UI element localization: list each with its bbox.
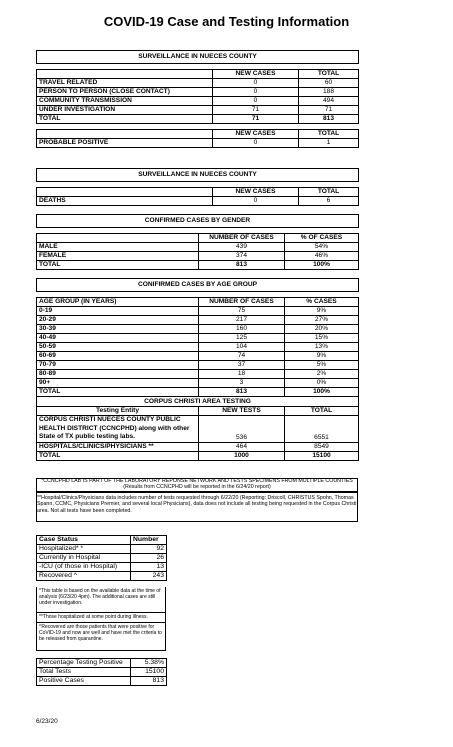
number-value: 243 — [131, 572, 167, 581]
age-table — [36, 278, 359, 461]
row-label: Percentage Testing Positive — [37, 659, 131, 668]
empty-cell — [37, 234, 199, 243]
row-label: 70-79 — [37, 361, 199, 370]
case-status-table — [36, 535, 167, 581]
surveillance-header: SURVEILLANCE IN NUECES COUNTY — [37, 169, 359, 182]
percent-value: 0% — [285, 379, 359, 388]
number-value: 813 — [199, 261, 285, 270]
table-row — [37, 106, 359, 115]
table-row — [37, 379, 359, 388]
table-row — [37, 352, 359, 361]
row-label: TOTAL — [37, 115, 213, 124]
new-tests-value: 464 — [199, 443, 285, 452]
total-value: 15100 — [285, 452, 359, 461]
testing-header: CORPUS CHRISTI AREA TESTING — [37, 397, 359, 407]
number-value: 374 — [199, 252, 285, 261]
total-value: 188 — [299, 88, 359, 97]
table-row — [37, 88, 359, 97]
number-value: 74 — [199, 352, 285, 361]
number-value: 37 — [199, 361, 285, 370]
new-cases-value: 0 — [213, 79, 299, 88]
new-cases-value: 0 — [213, 197, 299, 206]
col-header-number: NUMBER OF CASES — [199, 234, 285, 243]
percent-value: 9% — [285, 352, 359, 361]
row-label: -ICU (of those in Hospital) — [37, 563, 131, 572]
percent-value: 20% — [285, 325, 359, 334]
age-header: CONIFIRMED CASES BY AGE GROUP — [37, 279, 359, 292]
percent-value: 13% — [285, 343, 359, 352]
table-row — [37, 343, 359, 352]
recovered-note: ^Recovered are those patients that were positive for CoVID-19 and now are well and have met the criteria to be released from quarantine. — [36, 623, 166, 651]
deaths-row — [37, 197, 359, 206]
ccncphd-label-line: CORPUS CHRISTI NUECES COUNTY PUBLIC — [39, 416, 181, 423]
lab-note — [37, 478, 357, 491]
ccncphd-row — [37, 416, 359, 443]
row-label: 90+ — [37, 379, 199, 388]
percent-value: 54% — [285, 243, 359, 252]
table-row — [37, 97, 359, 106]
col-header-age-group: AGE GROUP (IN YEARS) — [37, 298, 199, 307]
row-label: Currently in Hospital — [37, 554, 131, 563]
row-label: COMMUNITY TRANSMISSION — [37, 97, 213, 106]
number-value: 18 — [199, 370, 285, 379]
table-row — [37, 243, 359, 252]
status-note: *This table is based on the available data at the time of analysis (6/23/20 4pm). The additional cases are still under investigation. — [36, 587, 166, 613]
number-value: 3 — [199, 379, 285, 388]
percent-value: 46% — [285, 252, 359, 261]
total-row — [37, 388, 359, 397]
gender-table — [36, 214, 359, 270]
row-label: Hospitalized* * — [37, 545, 131, 554]
number-value: 813 — [199, 388, 285, 397]
col-header-new-cases: NEW CASES — [213, 70, 299, 79]
table-row — [37, 307, 359, 316]
table-row — [37, 370, 359, 379]
table-row — [37, 361, 359, 370]
row-label: TOTAL — [37, 452, 199, 461]
row-label: TOTAL — [37, 388, 199, 397]
total-row — [37, 261, 359, 270]
col-header-case-status: Case Status — [37, 536, 131, 545]
row-label: Positive Cases — [37, 677, 131, 686]
number-value: 125 — [199, 334, 285, 343]
row-label: 60-69 — [37, 352, 199, 361]
new-cases-value: 71 — [213, 115, 299, 124]
total-value: 1 — [299, 139, 359, 148]
col-header-total: TOTAL — [299, 188, 359, 197]
new-tests-value: 536 — [199, 416, 285, 443]
row-label: MALE — [37, 243, 199, 252]
summary-value: 5.38% — [131, 659, 167, 668]
number-value: 13 — [131, 563, 167, 572]
col-header-new-cases: NEW CASES — [213, 188, 299, 197]
total-value: 6 — [299, 197, 359, 206]
table-row — [37, 563, 167, 572]
row-label: TOTAL — [37, 261, 199, 270]
row-label: 0-19 — [37, 307, 199, 316]
row-label: Total Tests — [37, 668, 131, 677]
table-row — [37, 545, 167, 554]
deaths-table — [36, 168, 359, 206]
total-value: 60 — [299, 79, 359, 88]
table-row — [37, 325, 359, 334]
ccncphd-label-line: State of TX public testing labs. — [39, 433, 135, 441]
total-row — [37, 115, 359, 124]
new-cases-value: 71 — [213, 106, 299, 115]
col-header-total: TOTAL — [299, 130, 359, 139]
number-value: 439 — [199, 243, 285, 252]
row-label: DEATHS — [37, 197, 213, 206]
table-row — [37, 659, 167, 668]
lab-note-line: *CCNCPHD LAB IS PART OF THE LABORATORY REPONSE NETWORK AND TESTS SPECIMENS FROM MULTIPLE COUNTIES — [41, 478, 353, 484]
col-header-total: TOTAL — [285, 407, 359, 416]
percent-value: 15% — [285, 334, 359, 343]
row-label: 30-39 — [37, 325, 199, 334]
row-label: 50-59 — [37, 343, 199, 352]
summary-value: 813 — [131, 677, 167, 686]
empty-cell — [37, 188, 213, 197]
table-row — [37, 554, 167, 563]
row-label: Recovered ^ — [37, 572, 131, 581]
percent-value: 27% — [285, 316, 359, 325]
table-row — [37, 677, 167, 686]
summary-value: 15100 — [131, 668, 167, 677]
row-label: TRAVEL RELATED — [37, 79, 213, 88]
percent-value: 100% — [285, 261, 359, 270]
table-row — [37, 79, 359, 88]
page-title: COVID-19 Case and Testing Information — [103, 14, 350, 29]
col-header-new-cases: NEW CASES — [213, 130, 299, 139]
report-date: 6/23/20 — [36, 718, 58, 725]
total-row — [37, 452, 359, 461]
total-value: 813 — [299, 115, 359, 124]
row-label: UNDER INVESTIGATION — [37, 106, 213, 115]
total-value: 8549 — [285, 443, 359, 452]
col-header-testing-entity: Testing Entity — [37, 407, 199, 416]
number-value: 26 — [131, 554, 167, 563]
col-header-percent: % CASES — [285, 298, 359, 307]
summary-table — [36, 658, 167, 686]
ccncphd-label — [37, 416, 199, 443]
row-label: HOSPITALS/CLINICS/PHYSICIANS ** — [37, 443, 199, 452]
percent-value: 100% — [285, 388, 359, 397]
percent-value: 2% — [285, 370, 359, 379]
total-value: 6551 — [285, 416, 359, 443]
row-label: 80-89 — [37, 370, 199, 379]
total-value: 494 — [299, 97, 359, 106]
surveillance-header: SURVEILLANCE IN NUECES COUNTY — [37, 51, 359, 64]
table-row — [37, 668, 167, 677]
hospital-note: **Hospital/Clinics/Physicians data includes number of tests requested through 6/22/20 (Reporting: Driscoll, CHRISTUS Spohn, Thomas Spann, CCMC, Physicians Premier, and several local Physicians), data does not include all testing being requested in the Corpus Christi area. Not all tests have been completed. — [37, 495, 357, 514]
new-tests-value: 1000 — [199, 452, 285, 461]
row-label: PERSON TO PERSON (CLOSE CONTACT) — [37, 88, 213, 97]
table-row — [37, 252, 359, 261]
row-label: 40-49 — [37, 334, 199, 343]
percent-value: 5% — [285, 361, 359, 370]
hospitals-row — [37, 443, 359, 452]
total-value: 71 — [299, 106, 359, 115]
lab-note-line: (Results from CCNCPHD will be reported in the 6/24/20 report) — [123, 484, 271, 491]
table-row — [37, 572, 167, 581]
probable-positive-row — [37, 139, 359, 148]
new-cases-value: 0 — [213, 97, 299, 106]
row-label: PROBABLE POSITIVE — [37, 139, 213, 148]
row-label: 20-29 — [37, 316, 199, 325]
number-value: 160 — [199, 325, 285, 334]
col-header-number: Number — [131, 536, 167, 545]
col-header-percent: % OF CASES — [285, 234, 359, 243]
number-value: 104 — [199, 343, 285, 352]
row-label: FEMALE — [37, 252, 199, 261]
surveillance-table — [36, 50, 359, 148]
number-value: 92 — [131, 545, 167, 554]
gender-header: CONFIRMED CASES BY GENDER — [37, 215, 359, 228]
empty-cell — [37, 130, 213, 139]
number-value: 217 — [199, 316, 285, 325]
hospitalized-note: **Those hospitalized at some point during illness. — [36, 613, 166, 623]
col-header-new-tests: NEW TESTS — [199, 407, 285, 416]
new-cases-value: 0 — [213, 88, 299, 97]
percent-value: 9% — [285, 307, 359, 316]
col-header-total: TOTAL — [299, 70, 359, 79]
empty-cell — [37, 70, 213, 79]
number-value: 75 — [199, 307, 285, 316]
table-row — [37, 316, 359, 325]
table-row — [37, 334, 359, 343]
new-cases-value: 0 — [213, 139, 299, 148]
ccncphd-label-line: HEALTH DISTRICT (CCNCPHD) along with other — [39, 424, 190, 432]
col-header-number: NUMBER OF CASES — [199, 298, 285, 307]
